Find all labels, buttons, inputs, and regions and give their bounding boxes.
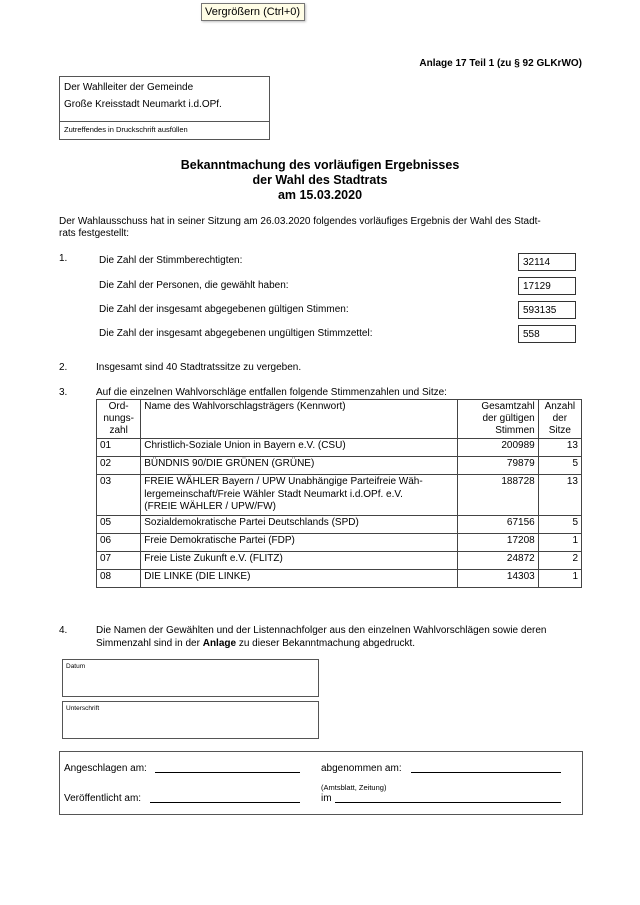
title-line3: am 15.03.2020 <box>277 188 363 202</box>
title-line1: Bekanntmachung des vorläufigen Ergebnisses <box>180 158 460 172</box>
row-seats: 1 <box>538 533 581 551</box>
row-seats: 13 <box>538 439 581 457</box>
header-stimmen <box>458 400 538 439</box>
section4-line1: Die Namen der Gewählten und der Listennachfolger aus den einzelnen Wahlvorschlägen sowie deren <box>96 625 547 636</box>
table-row <box>97 515 582 533</box>
ungueltige-stimmzettel-label: Die Zahl der insgesamt abgegebenen ungültigen Stimmzettel: <box>99 328 373 339</box>
title-line2: der Wahl des Stadtrats <box>252 173 388 187</box>
intro-line1: Der Wahlausschuss hat in seiner Sitzung am 26.03.2020 folgendes vorläufiges Ergebnis der Wahl des Stadt- <box>59 216 541 227</box>
section4-number: 4. <box>59 625 68 636</box>
anlage-reference: Anlage 17 Teil 1 (zu § 92 GLKrWO) <box>419 58 582 69</box>
angeschlagen-line[interactable] <box>155 772 300 773</box>
row-name: Sozialdemokratische Partei Deutschlands (SPD) <box>141 515 458 533</box>
wahlleiter-line2: Große Kreisstadt Neumarkt i.d.OPf. <box>64 99 222 110</box>
row-votes: 24872 <box>458 551 538 569</box>
wahlleiter-divider <box>60 121 269 122</box>
gueltige-stimmen-value: 593135 <box>518 301 576 319</box>
waehler-value: 17129 <box>518 277 576 295</box>
row-seats: 2 <box>538 551 581 569</box>
abgenommen-line[interactable] <box>411 772 561 773</box>
table-row <box>97 551 582 569</box>
wahlleiter-hint: Zutreffendes in Druckschrift ausfüllen <box>64 125 188 134</box>
ungueltige-stimmzettel-value: 558 <box>518 325 576 343</box>
row-nr: 06 <box>97 533 141 551</box>
amtsblatt-hint: (Amtsblatt, Zeitung) <box>321 783 387 792</box>
angeschlagen-label: Angeschlagen am: <box>64 763 147 774</box>
header-seats-3: Sitze <box>548 425 571 436</box>
results-header-row <box>97 400 582 439</box>
abgenommen-label: abgenommen am: <box>321 763 402 774</box>
row-name: BÜNDNIS 90/DIE GRÜNEN (GRÜNE) <box>141 457 458 475</box>
row-votes: 79879 <box>458 457 538 475</box>
row-name-line1: FREIE WÄHLER Bayern / UPW Unabhängige Parteifreie Wäh- <box>144 476 423 487</box>
row-votes: 17208 <box>458 533 538 551</box>
row-seats: 5 <box>538 515 581 533</box>
stimmberechtigte-value: 32114 <box>518 253 576 271</box>
results-table <box>96 399 582 588</box>
section4-line2 <box>96 638 546 651</box>
row-name <box>141 475 458 516</box>
header-nr-1: Ord- <box>108 401 129 412</box>
waehler-label: Die Zahl der Personen, die gewählt haben: <box>99 280 289 291</box>
veroeffentlicht-line[interactable] <box>150 802 300 803</box>
section4-line2-post: zu dieser Bekanntmachung abgedruckt. <box>236 637 416 649</box>
zoom-tooltip: Vergrößern (Ctrl+0) <box>201 3 305 21</box>
row-name: Freie Demokratische Partei (FDP) <box>141 533 458 551</box>
section2-text: Insgesamt sind 40 Stadtratssitze zu vergeben. <box>96 362 302 373</box>
im-label: im <box>321 793 332 804</box>
header-votes-2: der gültigen <box>482 413 535 424</box>
header-nr-3: zahl <box>109 425 128 436</box>
header-votes-1: Gesamtzahl <box>481 401 535 412</box>
section2-number: 2. <box>59 362 68 373</box>
row-nr: 05 <box>97 515 141 533</box>
wahlleiter-box <box>59 76 270 140</box>
table-row <box>97 569 582 587</box>
intro-line2: rats festgestellt: <box>59 228 130 239</box>
row-name: Freie Liste Zukunft e.V. (FLITZ) <box>141 551 458 569</box>
header-nr-2: nungs- <box>103 413 134 424</box>
row-votes: 200989 <box>458 439 538 457</box>
section3-text: Auf die einzelnen Wahlvorschläge entfallen folgende Stimmenzahlen und Sitze: <box>96 387 447 398</box>
row-votes: 188728 <box>458 475 538 516</box>
row-nr: 03 <box>97 475 141 516</box>
unterschrift-label: Unterschrift <box>66 705 100 712</box>
stimmberechtigte-label: Die Zahl der Stimmberechtigten: <box>99 255 243 266</box>
header-name: Name des Wahlvorschlagsträgers (Kennwort) <box>141 400 458 439</box>
row-seats: 13 <box>538 475 581 516</box>
intro-text <box>59 216 585 240</box>
header-votes-3: Stimmen <box>495 425 535 436</box>
anlage-emphasis: Anlage <box>202 637 237 649</box>
section1-number: 1. <box>59 253 68 264</box>
row-nr: 02 <box>97 457 141 475</box>
table-row <box>97 533 582 551</box>
row-name: DIE LINKE (DIE LINKE) <box>141 569 458 587</box>
row-name-line3: (FREIE WÄHLER / UPW/FW) <box>144 501 276 512</box>
header-seats-1: Anzahl <box>544 401 576 412</box>
veroeffentlicht-label: Veröffentlicht am: <box>64 793 142 804</box>
posting-footer-box <box>59 751 583 815</box>
row-name-line2: lergemeinschaft/Freie Wähler Stadt Neumarkt i.d.OPf. e.V. <box>144 488 403 500</box>
table-row <box>97 475 582 516</box>
header-sitze <box>538 400 581 439</box>
datum-label: Datum <box>66 663 86 670</box>
row-nr: 01 <box>97 439 141 457</box>
im-line[interactable] <box>335 802 561 803</box>
unterschrift-box[interactable] <box>62 701 319 739</box>
row-seats: 5 <box>538 457 581 475</box>
header-seats-2: der <box>552 413 568 424</box>
row-name: Christlich-Soziale Union in Bayern e.V. (CSU) <box>141 439 458 457</box>
row-votes: 67156 <box>458 515 538 533</box>
gueltige-stimmen-label: Die Zahl der insgesamt abgegebenen gültigen Stimmen: <box>99 304 349 315</box>
header-ordnungszahl <box>97 400 141 439</box>
section3-number: 3. <box>59 387 68 398</box>
row-nr: 08 <box>97 569 141 587</box>
row-votes: 14303 <box>458 569 538 587</box>
table-row <box>97 457 582 475</box>
datum-box[interactable] <box>62 659 319 697</box>
row-seats: 1 <box>538 569 581 587</box>
wahlleiter-line1: Der Wahlleiter der Gemeinde <box>64 82 194 93</box>
section4-line2-pre: Simmenzahl sind in der <box>96 637 203 649</box>
table-row <box>97 439 582 457</box>
row-nr: 07 <box>97 551 141 569</box>
section4-text <box>96 625 546 650</box>
